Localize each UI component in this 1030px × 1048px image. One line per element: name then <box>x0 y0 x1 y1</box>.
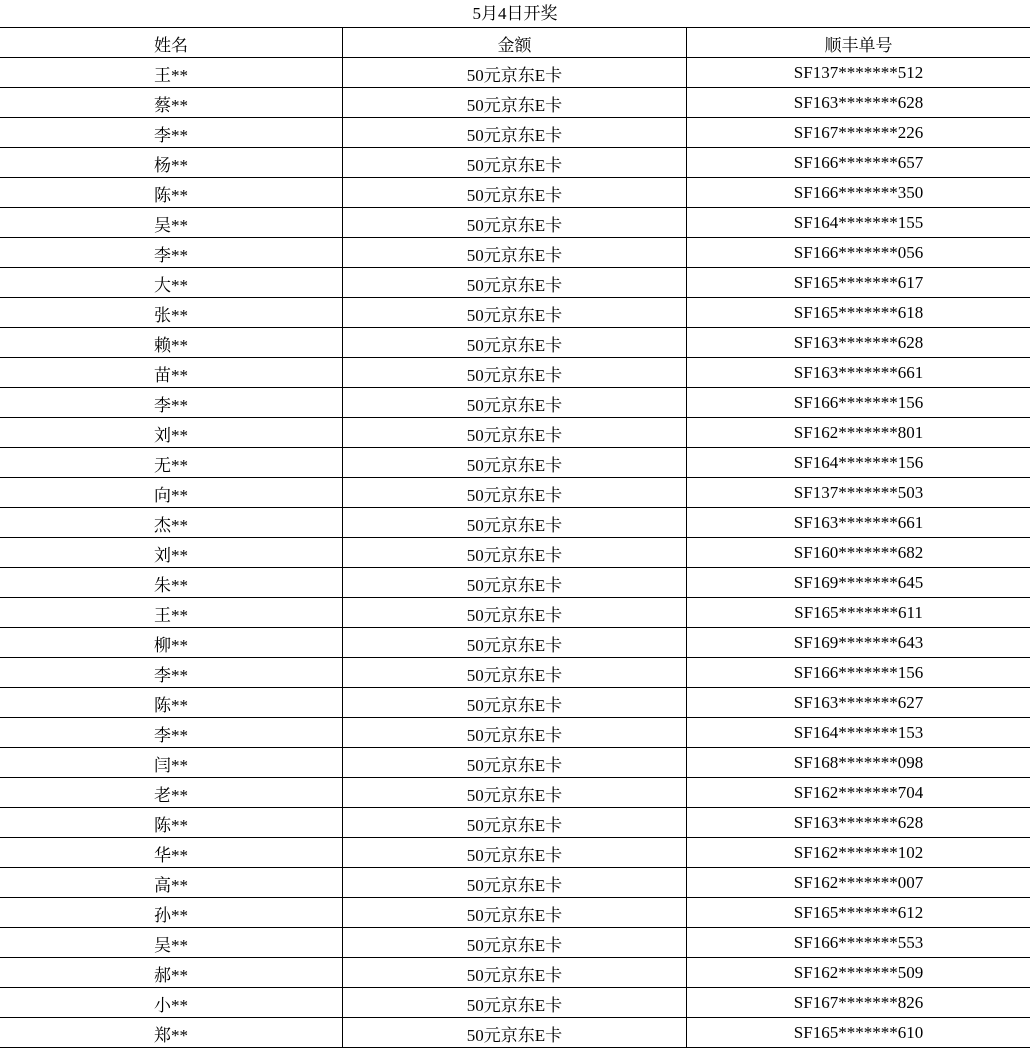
table-row <box>0 598 1030 628</box>
cell-amount: 50元京东E卡 <box>343 658 687 687</box>
cell-tracking: SF165*******617 <box>793 273 924 292</box>
cell-tracking: SF167*******226 <box>793 123 924 142</box>
table-row <box>0 898 1030 928</box>
header-amount: 金额 <box>343 28 687 57</box>
cell-name: 刘** <box>0 418 343 447</box>
cell-tracking: SF164*******156 <box>793 453 924 472</box>
cell-name: 陈** <box>0 808 343 837</box>
table-row <box>0 118 1030 148</box>
cell-amount: 50元京东E卡 <box>343 868 687 897</box>
cell-tracking: SF162*******102 <box>793 843 924 862</box>
cell-amount: 50元京东E卡 <box>343 928 687 957</box>
cell-tracking: SF169*******645 <box>793 573 924 592</box>
cell-tracking: SF162*******509 <box>793 963 924 982</box>
cell-name: 李** <box>0 238 343 267</box>
cell-tracking: SF165*******611 <box>794 603 923 622</box>
table-row <box>0 1018 1030 1048</box>
table-row <box>0 928 1030 958</box>
cell-amount: 50元京东E卡 <box>343 958 687 987</box>
table-row <box>0 988 1030 1018</box>
cell-name: 郝** <box>0 958 343 987</box>
cell-name: 闫** <box>0 748 343 777</box>
table-row <box>0 658 1030 688</box>
cell-tracking: SF168*******098 <box>793 753 924 772</box>
cell-tracking: SF166*******056 <box>793 243 924 262</box>
table-row <box>0 268 1030 298</box>
table-row <box>0 538 1030 568</box>
cell-tracking: SF164*******155 <box>793 213 924 232</box>
cell-name: 老** <box>0 778 343 807</box>
cell-name: 华** <box>0 838 343 867</box>
cell-amount: 50元京东E卡 <box>343 598 687 627</box>
table-row <box>0 958 1030 988</box>
cell-tracking: SF163*******628 <box>793 813 924 832</box>
table-header <box>0 27 1030 58</box>
table-row <box>0 478 1030 508</box>
cell-amount: 50元京东E卡 <box>343 148 687 177</box>
cell-name: 陈** <box>0 688 343 717</box>
table-row <box>0 298 1030 328</box>
cell-tracking: SF166*******156 <box>793 663 924 682</box>
table-row <box>0 838 1030 868</box>
header-name: 姓名 <box>0 28 343 57</box>
cell-amount: 50元京东E卡 <box>343 418 687 447</box>
cell-amount: 50元京东E卡 <box>343 388 687 417</box>
table-row <box>0 58 1030 88</box>
cell-tracking: SF162*******704 <box>793 783 924 802</box>
cell-amount: 50元京东E卡 <box>343 478 687 507</box>
table-row <box>0 748 1030 778</box>
cell-name: 朱** <box>0 568 343 597</box>
table-row <box>0 148 1030 178</box>
table-row <box>0 178 1030 208</box>
cell-name: 吴** <box>0 928 343 957</box>
cell-amount: 50元京东E卡 <box>343 208 687 237</box>
cell-tracking: SF166*******553 <box>793 933 924 952</box>
cell-name: 杨** <box>0 148 343 177</box>
cell-tracking: SF163*******628 <box>793 333 924 352</box>
cell-amount: 50元京东E卡 <box>343 238 687 267</box>
cell-amount: 50元京东E卡 <box>343 718 687 747</box>
table-row <box>0 508 1030 538</box>
cell-name: 蔡** <box>0 88 343 117</box>
table-row <box>0 778 1030 808</box>
cell-amount: 50元京东E卡 <box>343 538 687 567</box>
cell-amount: 50元京东E卡 <box>343 898 687 927</box>
cell-name: 孙** <box>0 898 343 927</box>
table-row <box>0 808 1030 838</box>
cell-tracking: SF163*******661 <box>793 513 924 532</box>
cell-tracking: SF160*******682 <box>793 543 924 562</box>
cell-tracking: SF165*******618 <box>793 303 924 322</box>
cell-name: 苗** <box>0 358 343 387</box>
cell-name: 吴** <box>0 208 343 237</box>
cell-name: 陈** <box>0 178 343 207</box>
cell-amount: 50元京东E卡 <box>343 628 687 657</box>
cell-tracking: SF162*******801 <box>793 423 924 442</box>
cell-name: 杰** <box>0 508 343 537</box>
cell-amount: 50元京东E卡 <box>343 328 687 357</box>
cell-tracking: SF166*******657 <box>793 153 924 172</box>
cell-amount: 50元京东E卡 <box>343 118 687 147</box>
table-row <box>0 388 1030 418</box>
cell-name: 李** <box>0 718 343 747</box>
table-row <box>0 718 1030 748</box>
table-row <box>0 868 1030 898</box>
header-tracking: 顺丰单号 <box>824 35 893 55</box>
cell-tracking: SF166*******156 <box>793 393 924 412</box>
cell-tracking: SF137*******512 <box>793 63 924 82</box>
cell-name: 大** <box>0 268 343 297</box>
table-row <box>0 688 1030 718</box>
cell-amount: 50元京东E卡 <box>343 568 687 597</box>
cell-name: 高** <box>0 868 343 897</box>
cell-name: 李** <box>0 388 343 417</box>
cell-name: 赖** <box>0 328 343 357</box>
table-row <box>0 358 1030 388</box>
cell-name: 小** <box>0 988 343 1017</box>
cell-tracking: SF163*******627 <box>793 693 924 712</box>
cell-amount: 50元京东E卡 <box>343 88 687 117</box>
table-row <box>0 568 1030 598</box>
cell-amount: 50元京东E卡 <box>343 808 687 837</box>
cell-tracking: SF165*******612 <box>793 903 924 922</box>
cell-name: 柳** <box>0 628 343 657</box>
cell-amount: 50元京东E卡 <box>343 178 687 207</box>
table-row <box>0 88 1030 118</box>
table-row <box>0 238 1030 268</box>
cell-amount: 50元京东E卡 <box>343 448 687 477</box>
cell-amount: 50元京东E卡 <box>343 268 687 297</box>
table-row <box>0 448 1030 478</box>
cell-tracking: SF167*******826 <box>793 993 924 1012</box>
cell-name: 王** <box>0 58 343 87</box>
cell-name: 张** <box>0 298 343 327</box>
cell-name: 郑** <box>0 1018 343 1047</box>
cell-amount: 50元京东E卡 <box>343 778 687 807</box>
cell-amount: 50元京东E卡 <box>343 358 687 387</box>
cell-amount: 50元京东E卡 <box>343 748 687 777</box>
cell-name: 刘** <box>0 538 343 567</box>
cell-amount: 50元京东E卡 <box>343 1018 687 1047</box>
cell-tracking: SF164*******153 <box>793 723 924 742</box>
table-row <box>0 418 1030 448</box>
cell-name: 向** <box>0 478 343 507</box>
table-row <box>0 328 1030 358</box>
cell-name: 无** <box>0 448 343 477</box>
cell-amount: 50元京东E卡 <box>343 508 687 537</box>
cell-tracking: SF137*******503 <box>793 483 924 502</box>
table-row <box>0 628 1030 658</box>
cell-tracking: SF166*******350 <box>793 183 924 202</box>
cell-amount: 50元京东E卡 <box>343 688 687 717</box>
cell-tracking: SF163*******628 <box>793 93 924 112</box>
cell-name: 李** <box>0 658 343 687</box>
page-title: 5月4日开奖 <box>472 4 558 23</box>
cell-name: 王** <box>0 598 343 627</box>
cell-tracking: SF163*******661 <box>793 363 924 382</box>
prize-table <box>0 27 1030 1048</box>
cell-tracking: SF162*******007 <box>793 873 924 892</box>
cell-amount: 50元京东E卡 <box>343 988 687 1017</box>
cell-amount: 50元京东E卡 <box>343 298 687 327</box>
cell-amount: 50元京东E卡 <box>343 838 687 867</box>
cell-tracking: SF169*******643 <box>793 633 924 652</box>
cell-tracking: SF165*******610 <box>793 1023 924 1042</box>
table-row <box>0 208 1030 238</box>
cell-name: 李** <box>0 118 343 147</box>
cell-amount: 50元京东E卡 <box>343 58 687 87</box>
